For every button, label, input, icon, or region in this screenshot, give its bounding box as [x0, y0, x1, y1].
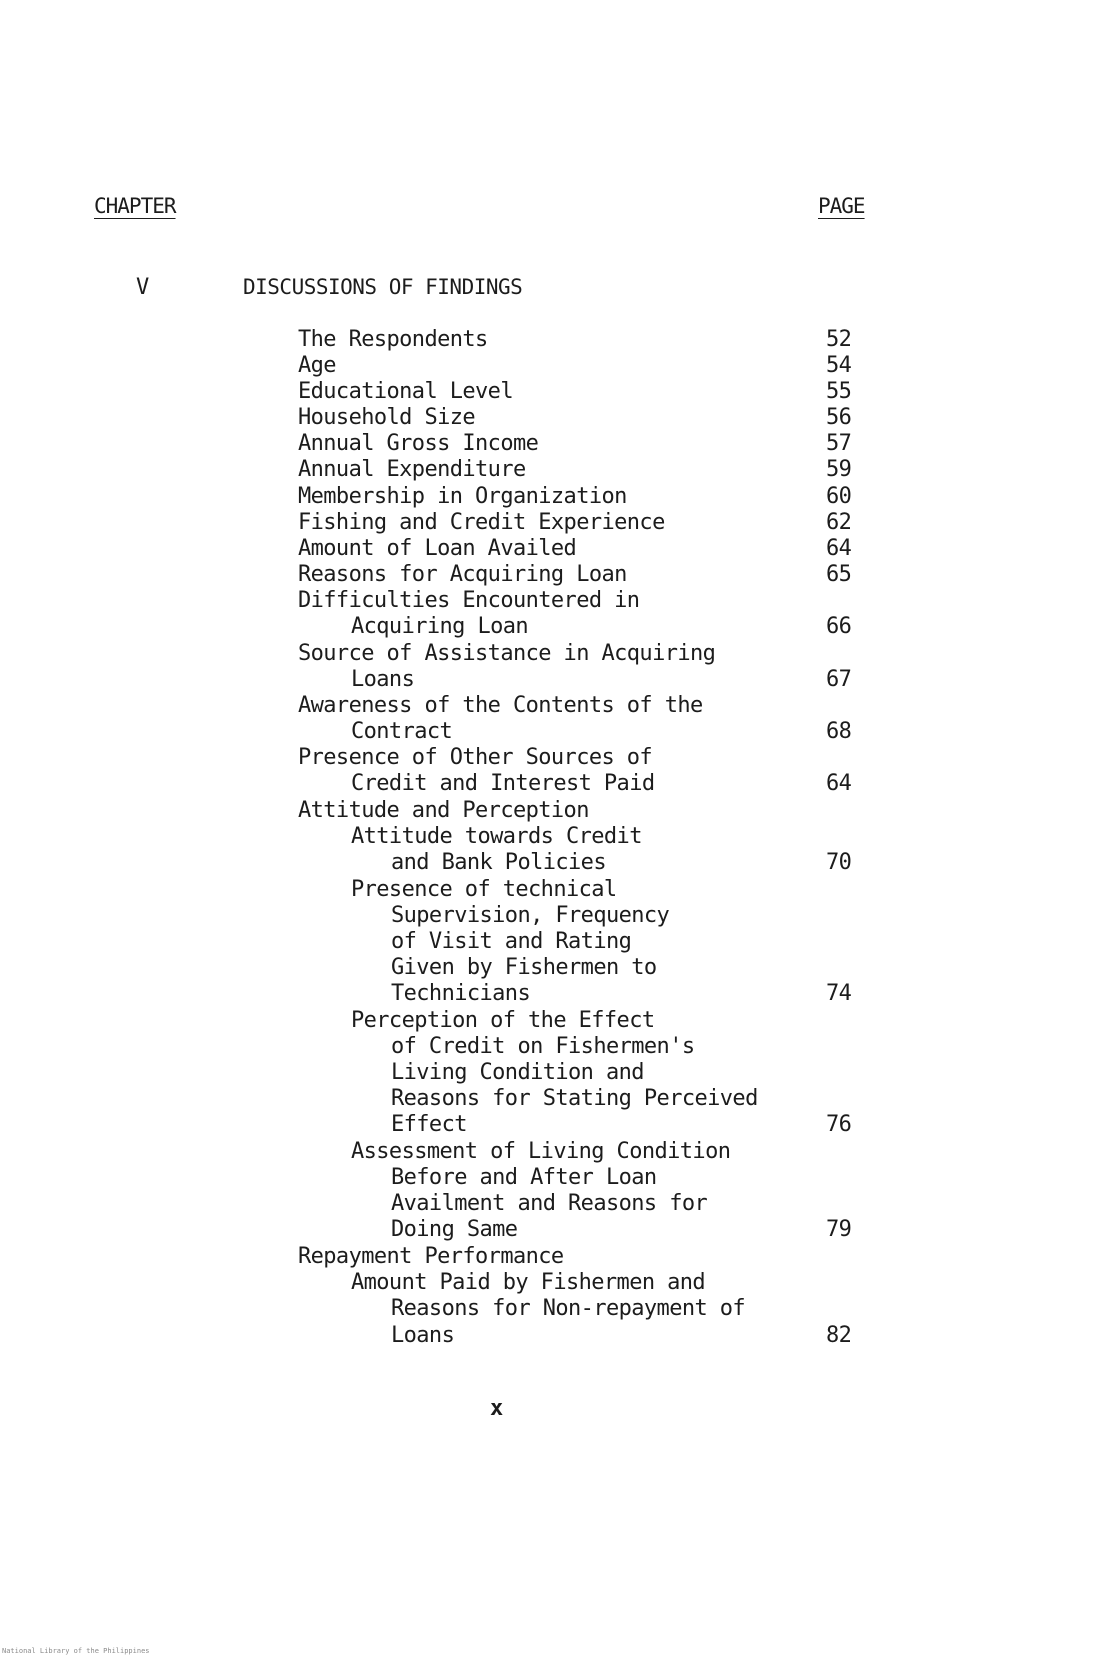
toc-entry: [0, 850, 1115, 876]
toc-entry: [0, 1323, 1115, 1349]
page-folio: x: [490, 1396, 504, 1421]
toc-entry: [0, 1296, 1115, 1322]
toc-entry-text: Reasons for Stating Perceived: [391, 1086, 758, 1111]
toc-entry: [0, 641, 1115, 667]
toc-entry: [0, 353, 1115, 379]
toc-entry-page: 54: [826, 353, 852, 378]
toc-entry-text: and Bank Policies: [391, 850, 606, 875]
toc-entry: [0, 877, 1115, 903]
toc-entry: [0, 771, 1115, 797]
toc-entry-text: Awareness of the Contents of the: [298, 693, 703, 718]
toc-entry: [0, 667, 1115, 693]
toc-entry: [0, 484, 1115, 510]
toc-entry-text: Presence of Other Sources of: [298, 745, 653, 770]
toc-entry-text: Attitude towards Credit: [351, 824, 642, 849]
toc-entry: [0, 798, 1115, 824]
toc-entry-page: 60: [826, 484, 852, 509]
toc-entry: [0, 1191, 1115, 1217]
toc-entry-text: Credit and Interest Paid: [351, 771, 655, 796]
toc-entry: [0, 510, 1115, 536]
toc-entry-page: 76: [826, 1112, 852, 1137]
toc-entry-text: Repayment Performance: [298, 1244, 564, 1269]
toc-entry: [0, 614, 1115, 640]
toc-entry-page: 59: [826, 457, 852, 482]
toc-entry: [0, 562, 1115, 588]
toc-entry: [0, 1217, 1115, 1243]
toc-entry-text: Presence of technical: [351, 877, 617, 902]
toc-entry: [0, 1060, 1115, 1086]
toc-entry-text: Contract: [351, 719, 453, 744]
toc-entry-page: 82: [826, 1323, 852, 1348]
toc-entry-text: Availment and Reasons for: [391, 1191, 708, 1216]
toc-entry-text: Attitude and Perception: [298, 798, 589, 823]
toc-entry: [0, 536, 1115, 562]
chapter-title: DISCUSSIONS OF FINDINGS: [243, 275, 523, 299]
toc-entry-page: 64: [826, 771, 852, 796]
footer-stamp: National Library of the Philippines: [2, 1647, 150, 1655]
toc-entry: [0, 981, 1115, 1007]
toc-entry-text: Annual Gross Income: [298, 431, 539, 456]
toc-entry-text: Loans: [351, 667, 415, 692]
toc-entry-text: of Credit on Fishermen's: [391, 1034, 695, 1059]
toc-entry-text: Loans: [391, 1323, 455, 1348]
toc-entry: [0, 457, 1115, 483]
toc-entry-page: 79: [826, 1217, 852, 1242]
toc-entry-page: 57: [826, 431, 852, 456]
toc-entry-text: The Respondents: [298, 327, 488, 352]
toc-entry-text: Age: [298, 353, 336, 378]
toc-entry-text: Reasons for Non-repayment of: [391, 1296, 746, 1321]
chapter-column-header: CHAPTER: [94, 194, 176, 218]
toc-entry: [0, 929, 1115, 955]
toc-entry: [0, 903, 1115, 929]
toc-entry: [0, 1270, 1115, 1296]
toc-entry-page: 68: [826, 719, 852, 744]
toc-entry-text: Doing Same: [391, 1217, 518, 1242]
toc-entry: [0, 1008, 1115, 1034]
toc-entry: [0, 379, 1115, 405]
toc-entry: [0, 327, 1115, 353]
toc-entry-page: 74: [826, 981, 852, 1006]
toc-entry: [0, 824, 1115, 850]
toc-entry-page: 67: [826, 667, 852, 692]
toc-entry-text: Difficulties Encountered in: [298, 588, 640, 613]
toc-entry-text: of Visit and Rating: [391, 929, 632, 954]
toc-entry: [0, 1086, 1115, 1112]
toc-entry-text: Fishing and Credit Experience: [298, 510, 665, 535]
toc-entry: [0, 719, 1115, 745]
toc-entry: [0, 745, 1115, 771]
toc-entry-text: Reasons for Acquiring Loan: [298, 562, 627, 587]
toc-entry: [0, 1034, 1115, 1060]
toc-entry-text: Technicians: [391, 981, 531, 1006]
toc-entry-page: 70: [826, 850, 852, 875]
toc-entry-text: Amount of Loan Availed: [298, 536, 577, 561]
toc-entry-page: 64: [826, 536, 852, 561]
toc-entry-text: Living Condition and: [391, 1060, 644, 1085]
toc-entry-text: Educational Level: [298, 379, 513, 404]
chapter-number: V: [136, 275, 150, 300]
toc-entry-text: Annual Expenditure: [298, 457, 526, 482]
toc-entry: [0, 1244, 1115, 1270]
toc-entry-text: Supervision, Frequency: [391, 903, 670, 928]
toc-entry: [0, 1165, 1115, 1191]
toc-entry-text: Source of Assistance in Acquiring: [298, 641, 716, 666]
toc-entry: [0, 1139, 1115, 1165]
toc-entry-page: 52: [826, 327, 852, 352]
toc-entry-page: 66: [826, 614, 852, 639]
toc-entry: [0, 1112, 1115, 1138]
page-column-header: PAGE: [818, 194, 865, 218]
toc-entry: [0, 405, 1115, 431]
toc-entry: [0, 431, 1115, 457]
toc-entry-page: 56: [826, 405, 852, 430]
toc-entry-page: 62: [826, 510, 852, 535]
toc-entry-text: Before and After Loan: [391, 1165, 657, 1190]
toc-entry-text: Given by Fishermen to: [391, 955, 657, 980]
toc-entry: [0, 955, 1115, 981]
toc-entry-text: Acquiring Loan: [351, 614, 529, 639]
toc-entry-page: 55: [826, 379, 852, 404]
toc-entry-text: Amount Paid by Fishermen and: [351, 1270, 706, 1295]
toc-entry: [0, 693, 1115, 719]
toc-entry-text: Perception of the Effect: [351, 1008, 655, 1033]
toc-entry: [0, 588, 1115, 614]
toc-entry-text: Membership in Organization: [298, 484, 627, 509]
toc-entry-page: 65: [826, 562, 852, 587]
toc-entry-text: Household Size: [298, 405, 476, 430]
toc-entry-text: Assessment of Living Condition: [351, 1139, 731, 1164]
toc-entry-text: Effect: [391, 1112, 467, 1137]
